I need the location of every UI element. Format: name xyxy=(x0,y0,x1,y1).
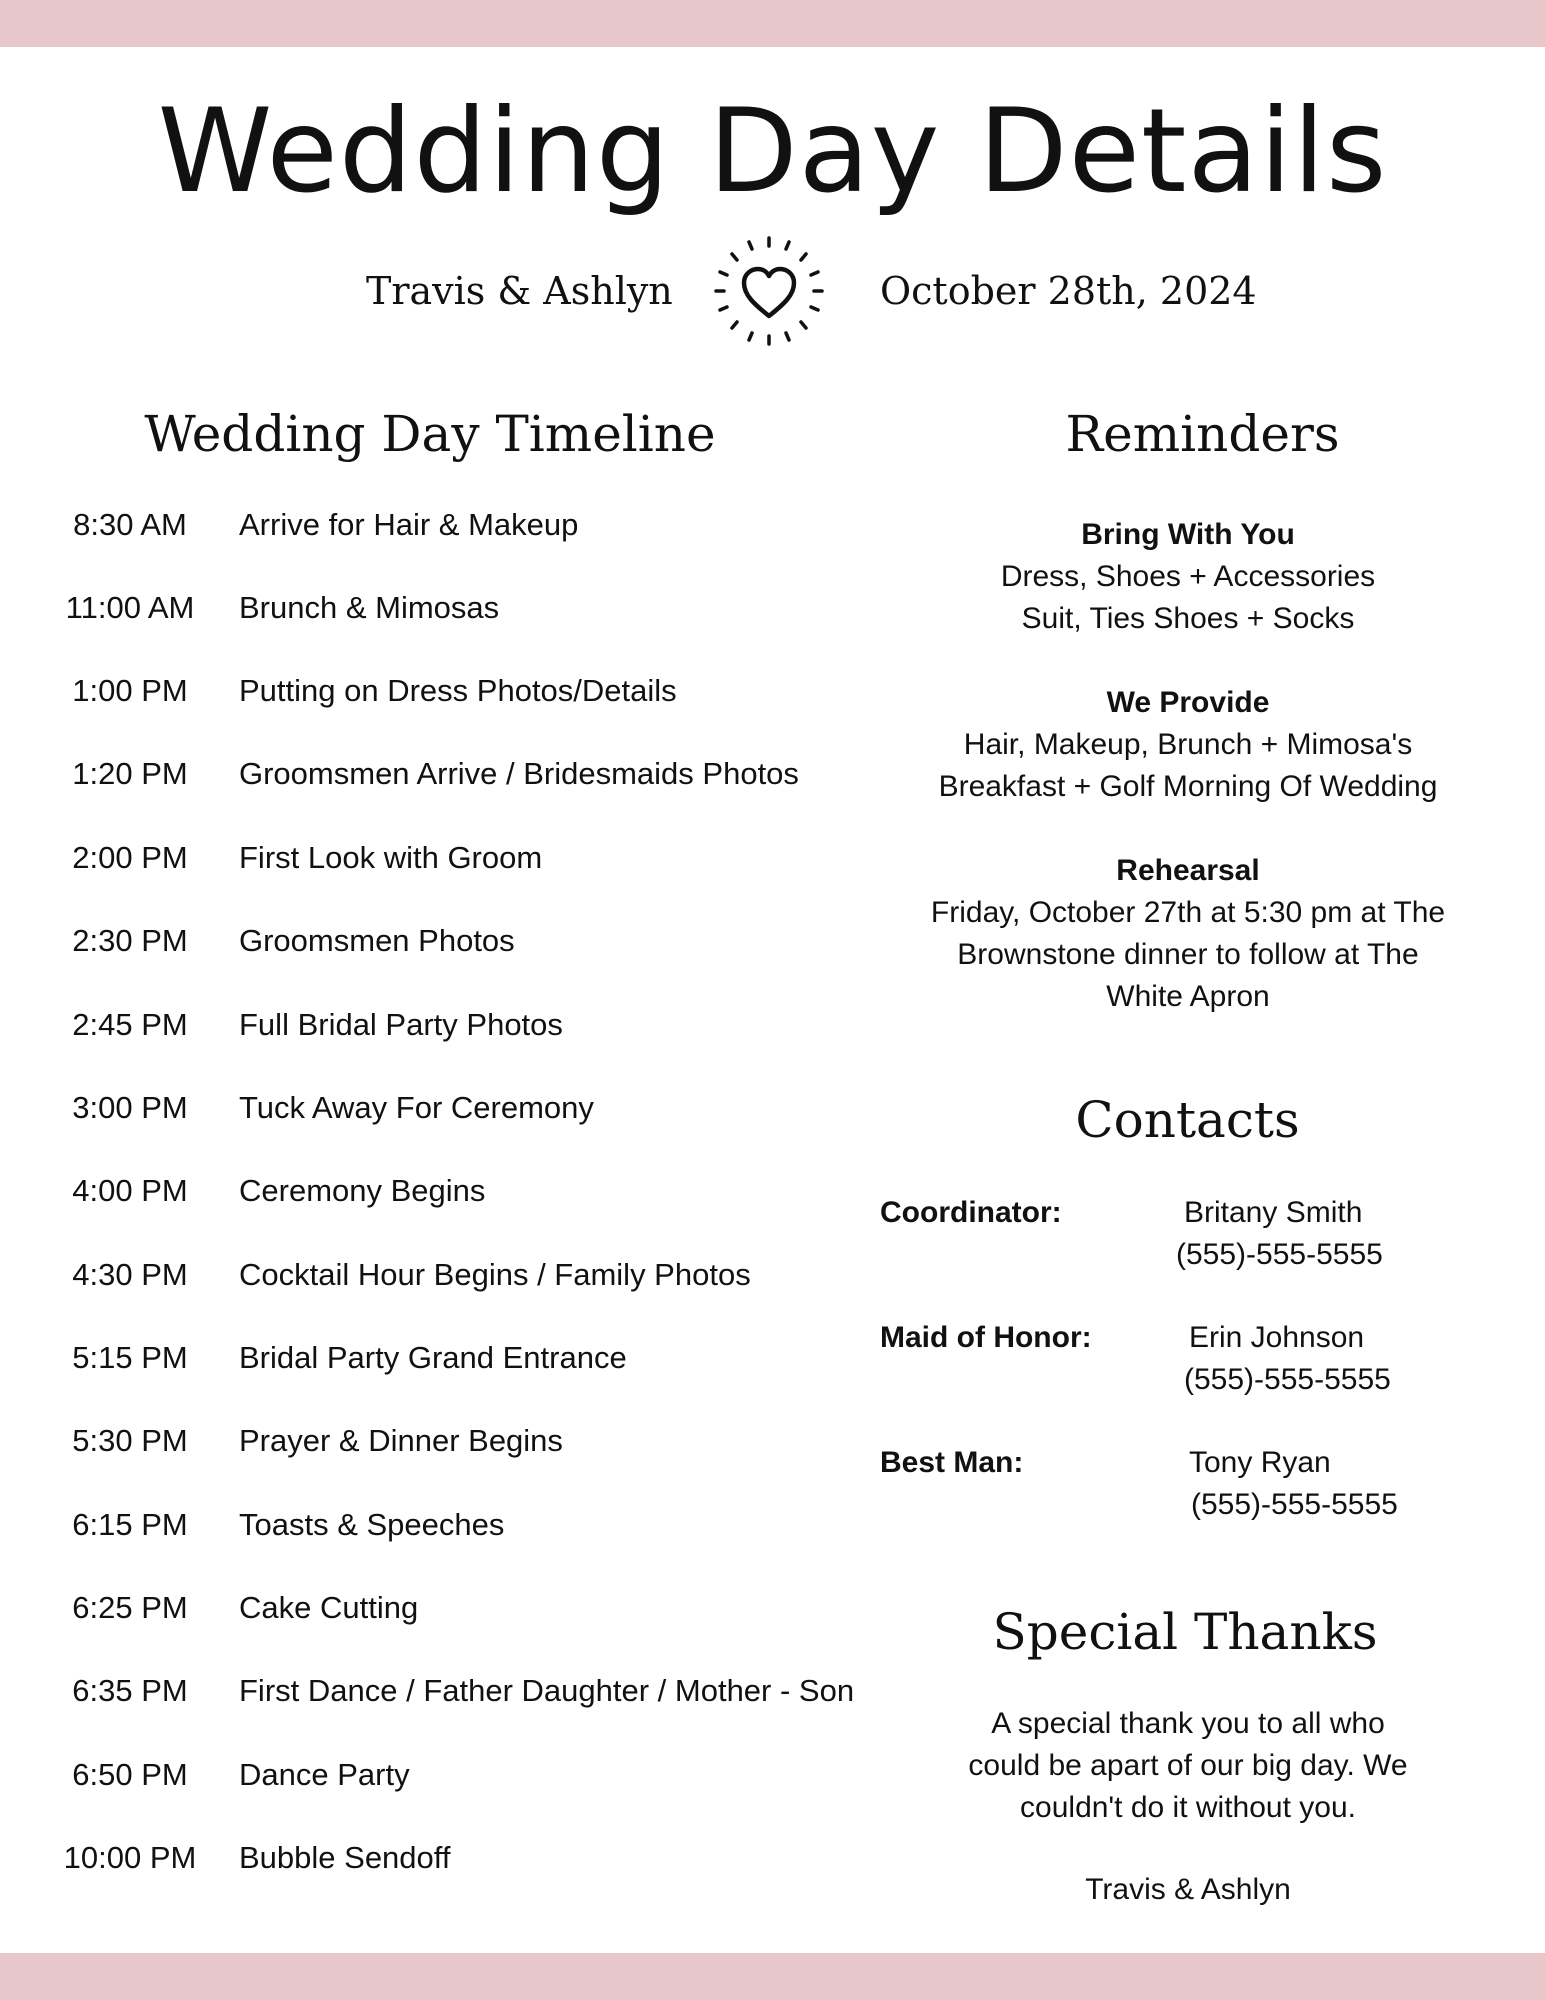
reminder-line: Breakfast + Golf Morning Of Wedding xyxy=(938,770,1438,803)
timeline-time: 1:20 PM xyxy=(72,756,188,791)
timeline-event: Arrive for Hair & Makeup xyxy=(239,507,579,542)
reminder-line: White Apron xyxy=(1106,980,1270,1013)
contacts-heading: Contacts xyxy=(1075,1091,1300,1149)
timeline-event: Dance Party xyxy=(239,1757,410,1792)
timeline-event: Groomsmen Arrive / Bridesmaids Photos xyxy=(239,756,799,791)
timeline-event: First Dance / Father Daughter / Mother - Son xyxy=(239,1673,855,1708)
page-title: Wedding Day Details xyxy=(157,84,1388,219)
contact-role: Coordinator: xyxy=(880,1196,1062,1229)
timeline-time: 2:00 PM xyxy=(72,840,188,875)
timeline-event: Full Bridal Party Photos xyxy=(239,1007,563,1042)
contact-name: Britany Smith xyxy=(1184,1196,1363,1229)
timeline-time: 6:50 PM xyxy=(72,1757,188,1792)
reminder-line: Friday, October 27th at 5:30 pm at The xyxy=(930,896,1446,929)
timeline-event: Groomsmen Photos xyxy=(239,923,515,958)
timeline-time: 11:00 AM xyxy=(65,590,195,625)
reminder-title: Rehearsal xyxy=(1116,854,1260,887)
reminder-line: Brownstone dinner to follow at The xyxy=(957,938,1419,971)
timeline-time: 6:35 PM xyxy=(72,1673,188,1708)
timeline-time: 3:00 PM xyxy=(72,1090,188,1125)
timeline-event: Brunch & Mimosas xyxy=(239,590,500,625)
wedding-date: October 28th, 2024 xyxy=(880,269,1257,313)
special-thanks-heading: Special Thanks xyxy=(992,1603,1378,1661)
reminders-heading: Reminders xyxy=(1065,405,1340,463)
top-accent-band xyxy=(0,0,1545,47)
thanks-line: couldn't do it without you. xyxy=(1020,1791,1356,1824)
timeline-time: 10:00 PM xyxy=(63,1840,197,1875)
timeline-time: 1:00 PM xyxy=(72,673,188,708)
timeline-event: Tuck Away For Ceremony xyxy=(239,1090,594,1125)
timeline-time: 2:45 PM xyxy=(72,1007,188,1042)
heart-burst-icon xyxy=(710,232,828,350)
reminder-bring-with-you xyxy=(868,514,1508,640)
reminder-we-provide xyxy=(868,682,1508,808)
timeline-time: 2:30 PM xyxy=(72,923,188,958)
timeline-time: 6:15 PM xyxy=(72,1507,188,1542)
timeline-event: Toasts & Speeches xyxy=(239,1507,505,1542)
bottom-accent-band xyxy=(0,1953,1545,2000)
contact-phone: (555)-555-5555 xyxy=(1191,1488,1398,1521)
reminder-line: Suit, Ties Shoes + Socks xyxy=(1021,602,1355,635)
timeline-event: Ceremony Begins xyxy=(239,1173,486,1208)
timeline-event: Bubble Sendoff xyxy=(239,1840,451,1875)
timeline-event: Putting on Dress Photos/Details xyxy=(239,673,677,708)
contact-phone: (555)-555-5555 xyxy=(1184,1363,1391,1396)
contact-name: Erin Johnson xyxy=(1189,1321,1365,1354)
contact-phone: (555)-555-5555 xyxy=(1176,1238,1383,1271)
timeline-time: 5:15 PM xyxy=(72,1340,188,1375)
reminder-title: We Provide xyxy=(1106,686,1270,719)
timeline-heading: Wedding Day Timeline xyxy=(144,405,716,463)
timeline-time: 6:25 PM xyxy=(72,1590,188,1625)
contact-role: Best Man: xyxy=(880,1446,1024,1479)
contact-role: Maid of Honor: xyxy=(880,1321,1092,1354)
thanks-line: A special thank you to all who xyxy=(991,1707,1385,1740)
thanks-message xyxy=(868,1703,1508,1829)
timeline-event: Cake Cutting xyxy=(239,1590,419,1625)
timeline-time: 8:30 AM xyxy=(73,507,187,542)
reminder-rehearsal xyxy=(868,850,1508,1018)
timeline-event: First Look with Groom xyxy=(239,840,543,875)
timeline-event: Cocktail Hour Begins / Family Photos xyxy=(239,1257,751,1292)
reminder-title: Bring With You xyxy=(1081,518,1295,551)
timeline-time: 4:00 PM xyxy=(72,1173,188,1208)
reminder-line: Dress, Shoes + Accessories xyxy=(1000,560,1376,593)
thanks-signoff: Travis & Ashlyn xyxy=(1085,1873,1291,1906)
couple-names: Travis & Ashlyn xyxy=(366,269,673,313)
timeline-event: Bridal Party Grand Entrance xyxy=(239,1340,627,1375)
timeline-time: 4:30 PM xyxy=(72,1257,188,1292)
reminder-line: Hair, Makeup, Brunch + Mimosa's xyxy=(963,728,1413,761)
contact-name: Tony Ryan xyxy=(1189,1446,1331,1479)
thanks-line: could be apart of our big day. We xyxy=(968,1749,1408,1782)
timeline-time: 5:30 PM xyxy=(72,1423,188,1458)
timeline-event: Prayer & Dinner Begins xyxy=(239,1423,563,1458)
